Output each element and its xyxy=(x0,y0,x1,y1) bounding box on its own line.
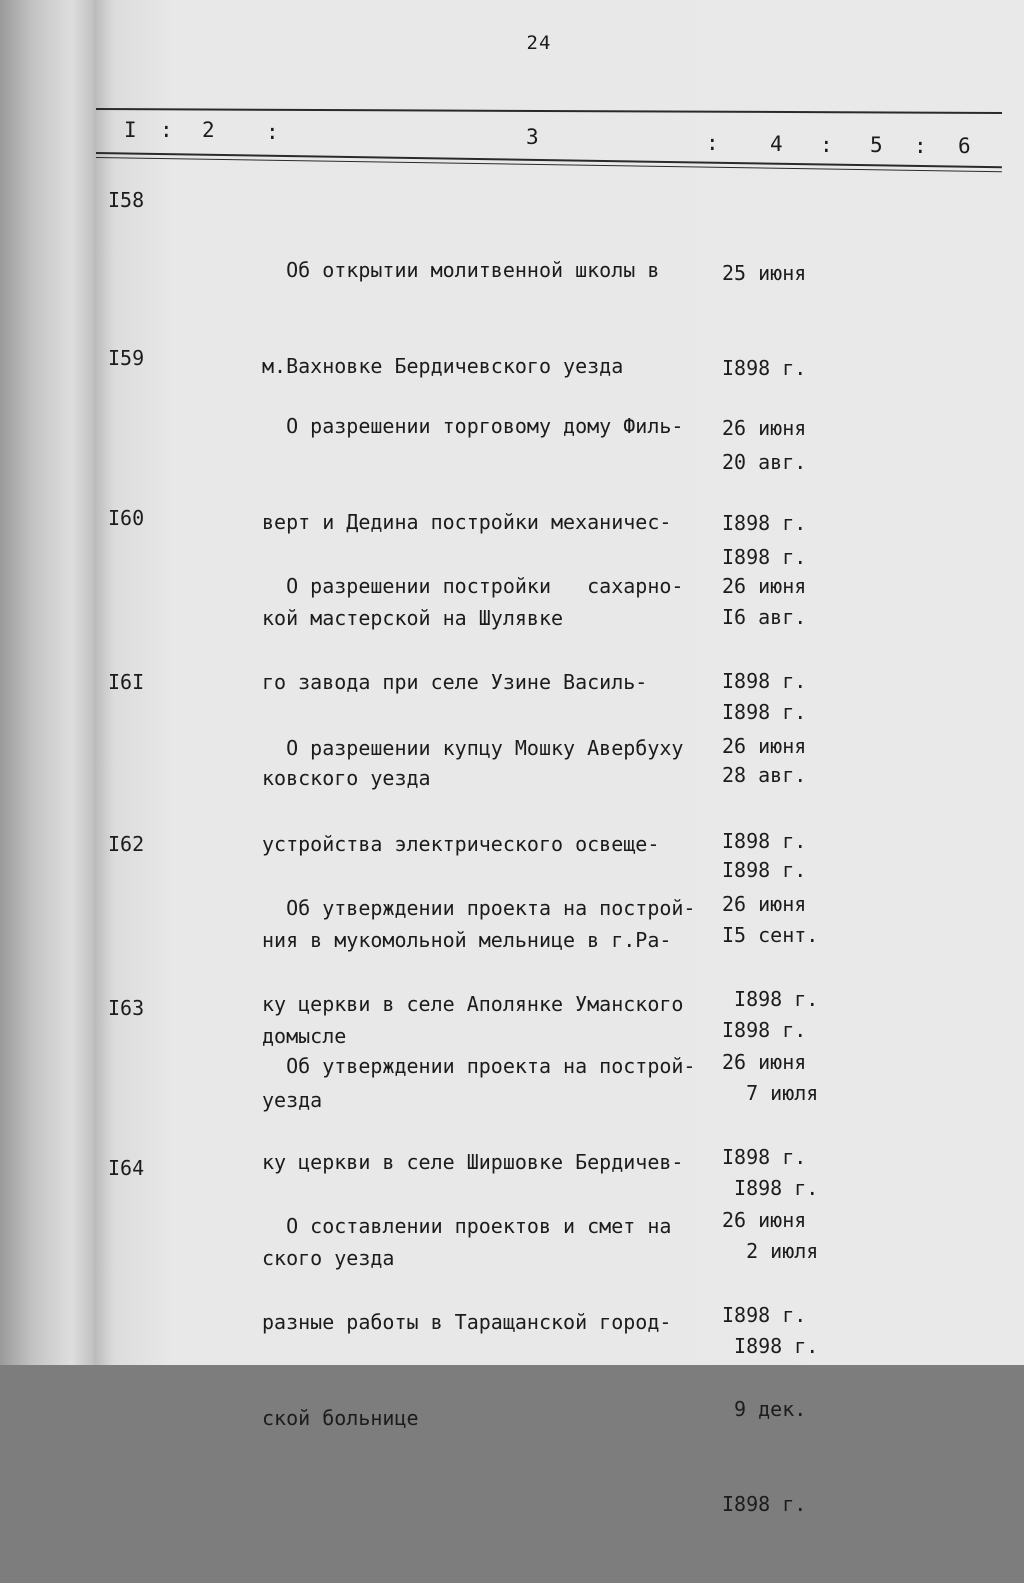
header-col-4: 4 xyxy=(770,132,783,156)
entry-number: I62 xyxy=(108,832,145,856)
entry-title: О разрешении купцу Мошку Авербуху устройства электрического освеще- ния в мукомольной мельнице в г.Ра- домысле xyxy=(262,736,684,1048)
entry-title: О разрешении постройки сахарно- го завода при селе Узине Василь- ковского уезда xyxy=(262,574,684,790)
header-sep-1: : xyxy=(160,118,173,142)
left-page-edge xyxy=(0,0,96,1365)
entry-number: I64 xyxy=(108,1156,145,1180)
entry-dates: 26 июня I898 г. 28 авг. I898 г. xyxy=(722,574,807,882)
header-sep-5: : xyxy=(914,134,927,158)
entry-dates: 26 июня I898 г. I5 сент. I898 г. xyxy=(722,734,819,1042)
header-col-5: 5 xyxy=(870,133,883,157)
header-col-2: 2 xyxy=(202,118,215,142)
entry-title: Об открытии молитвенной школы в м.Вахновке Бердичевского уезда xyxy=(262,258,660,378)
entry-number: I59 xyxy=(108,346,145,370)
entry-number: I6I xyxy=(108,670,145,694)
entry-dates: 26 июня I898 г. 9 дек. I898 г. xyxy=(722,1208,807,1516)
entry-number: I63 xyxy=(108,996,145,1020)
entry-dates: 26 июня I898 г. 2 июля I898 г. xyxy=(722,1050,819,1358)
entry-title: Об утверждении проекта на построй- ку церкви в селе Аполянке Уманского уезда xyxy=(262,896,696,1112)
header-rule-top xyxy=(96,108,1002,114)
entry-title: О составлении проектов и смет на разные работы в Таращанской город- ской больнице xyxy=(262,1214,672,1430)
header-sep-3: : xyxy=(706,131,719,155)
entry-dates: 26 июня I898 г. 7 июля I898 г. xyxy=(722,892,819,1200)
entry-title: О разрешении торговому дому Филь- верт и Дедина постройки механичес- кой мастерской на Шулявке xyxy=(262,414,684,630)
entry-number: I58 xyxy=(108,188,145,212)
header-sep-2: : xyxy=(266,120,279,144)
header-col-6: 6 xyxy=(958,134,971,158)
entry-title: Об утверждении проекта на построй- ку церкви в селе Ширшовке Бердичев- ского уезда xyxy=(262,1054,696,1270)
entry-dates: 26 июня I898 г. I6 авг. I898 г. xyxy=(722,416,807,724)
document-page xyxy=(94,0,1024,1516)
header-col-3: 3 xyxy=(526,125,539,149)
entry-number: I60 xyxy=(108,506,145,530)
entry-dates: 25 июня I898 г. 20 авг. I898 г. xyxy=(722,261,807,569)
header-sep-4: : xyxy=(820,133,833,157)
page-number: 24 xyxy=(526,32,552,54)
header-col-1: I xyxy=(124,118,137,142)
